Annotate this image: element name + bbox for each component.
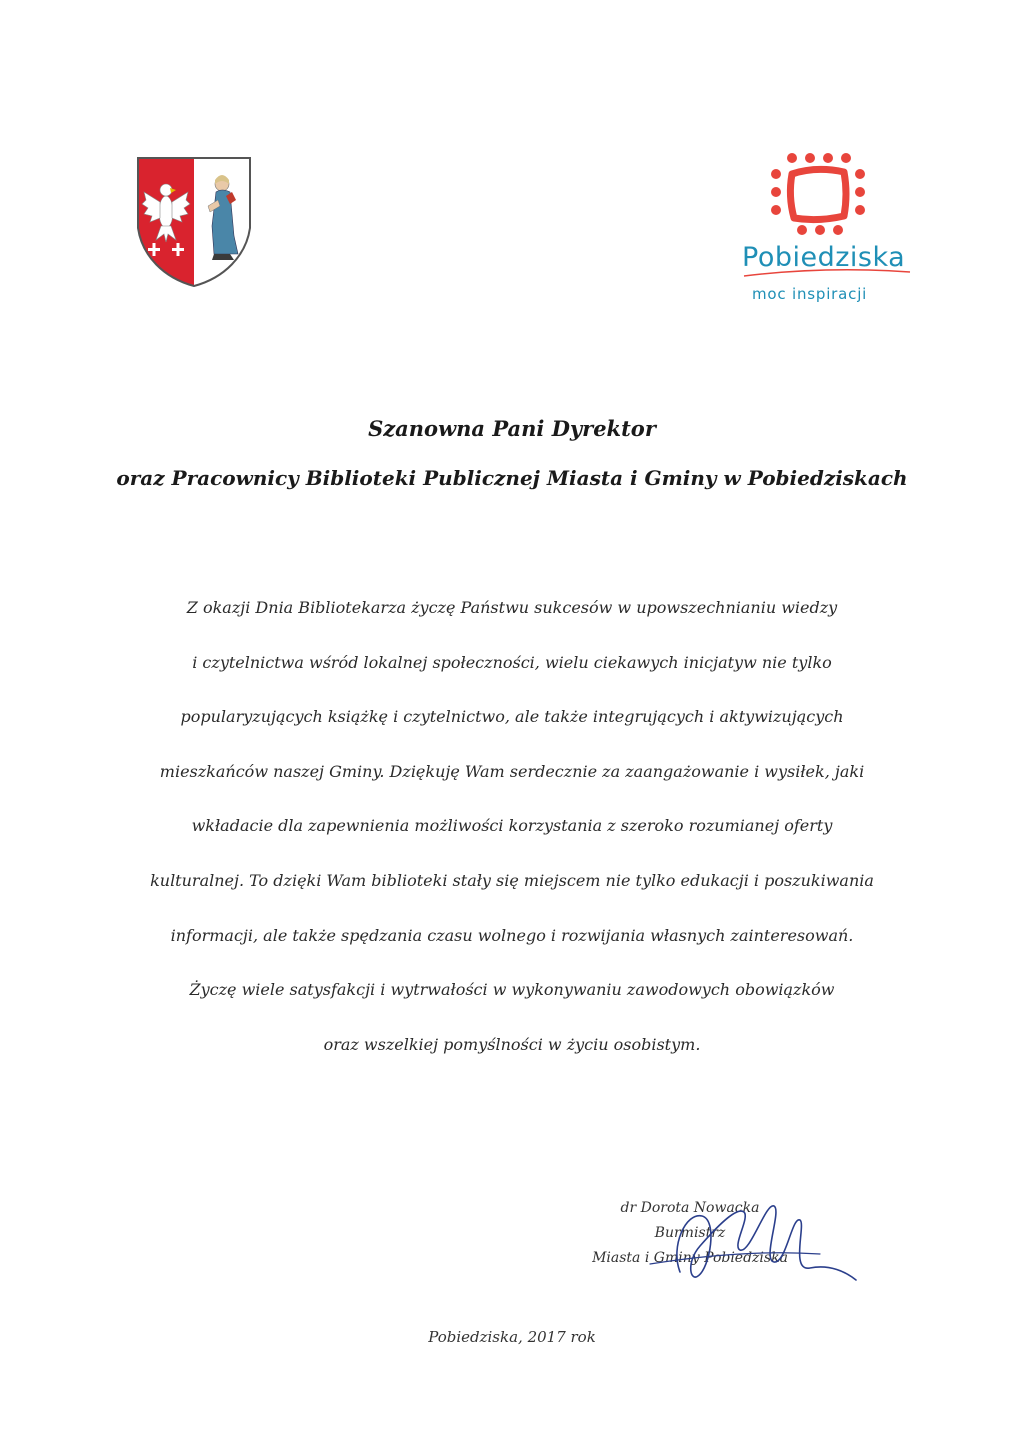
handwritten-signature-icon [640, 1176, 870, 1306]
signatory-name: dr Dorota Nowacka [620, 1200, 760, 1216]
body-line: mieszkańców naszej Gminy. Dziękuję Wam serdecznie za zaangażowanie i wysiłek, jaki [159, 761, 865, 781]
logo-tagline: moc inspiracji [752, 285, 868, 303]
body-line: popularyzujących książkę i czytelnictwo, ale także integrujących i aktywizujących [180, 707, 844, 727]
body-line: oraz wszelkiej pomyślności w życiu osobistym. [323, 1034, 701, 1054]
coat-of-arms-icon [134, 156, 254, 290]
body-line: wkładacie dla zapewnienia możliwości korzystania z szeroko rozumianej oferty [191, 816, 833, 836]
salutation-line-1: Szanowna Pani Dyrektor [368, 416, 656, 441]
signatory-title: Burmistrz [654, 1225, 726, 1241]
salutation-line-2: oraz Pracownicy Biblioteki Publicznej Miasta i Gminy w Pobiedziskach [116, 466, 908, 490]
body-line: informacji, ale także spędzania czasu wolnego i rozwijania własnych zainteresowań. [170, 925, 854, 945]
body-line: kulturalnej. To dzięki Wam biblioteki stały się miejscem nie tylko edukacji i poszukiwania [150, 870, 874, 890]
body-line: i czytelnictwa wśród lokalnej społeczności, wielu ciekawych inicjatyw nie tylko [192, 652, 832, 672]
letter-body [0, 588, 1024, 1079]
signatory-office: Miasta i Gminy Pobiedziska [592, 1250, 788, 1266]
place-date: Pobiedziska, 2017 rok [428, 1328, 596, 1346]
logo-name: Pobiedziska [742, 242, 906, 273]
body-line: Z okazji Dnia Bibliotekarza życzę Państwu sukcesów w upowszechnianiu wiedzy [186, 598, 838, 617]
body-line: Życzę wiele satysfakcji i wytrwałości w wykonywaniu zawodowych obowiązków [189, 980, 835, 1000]
